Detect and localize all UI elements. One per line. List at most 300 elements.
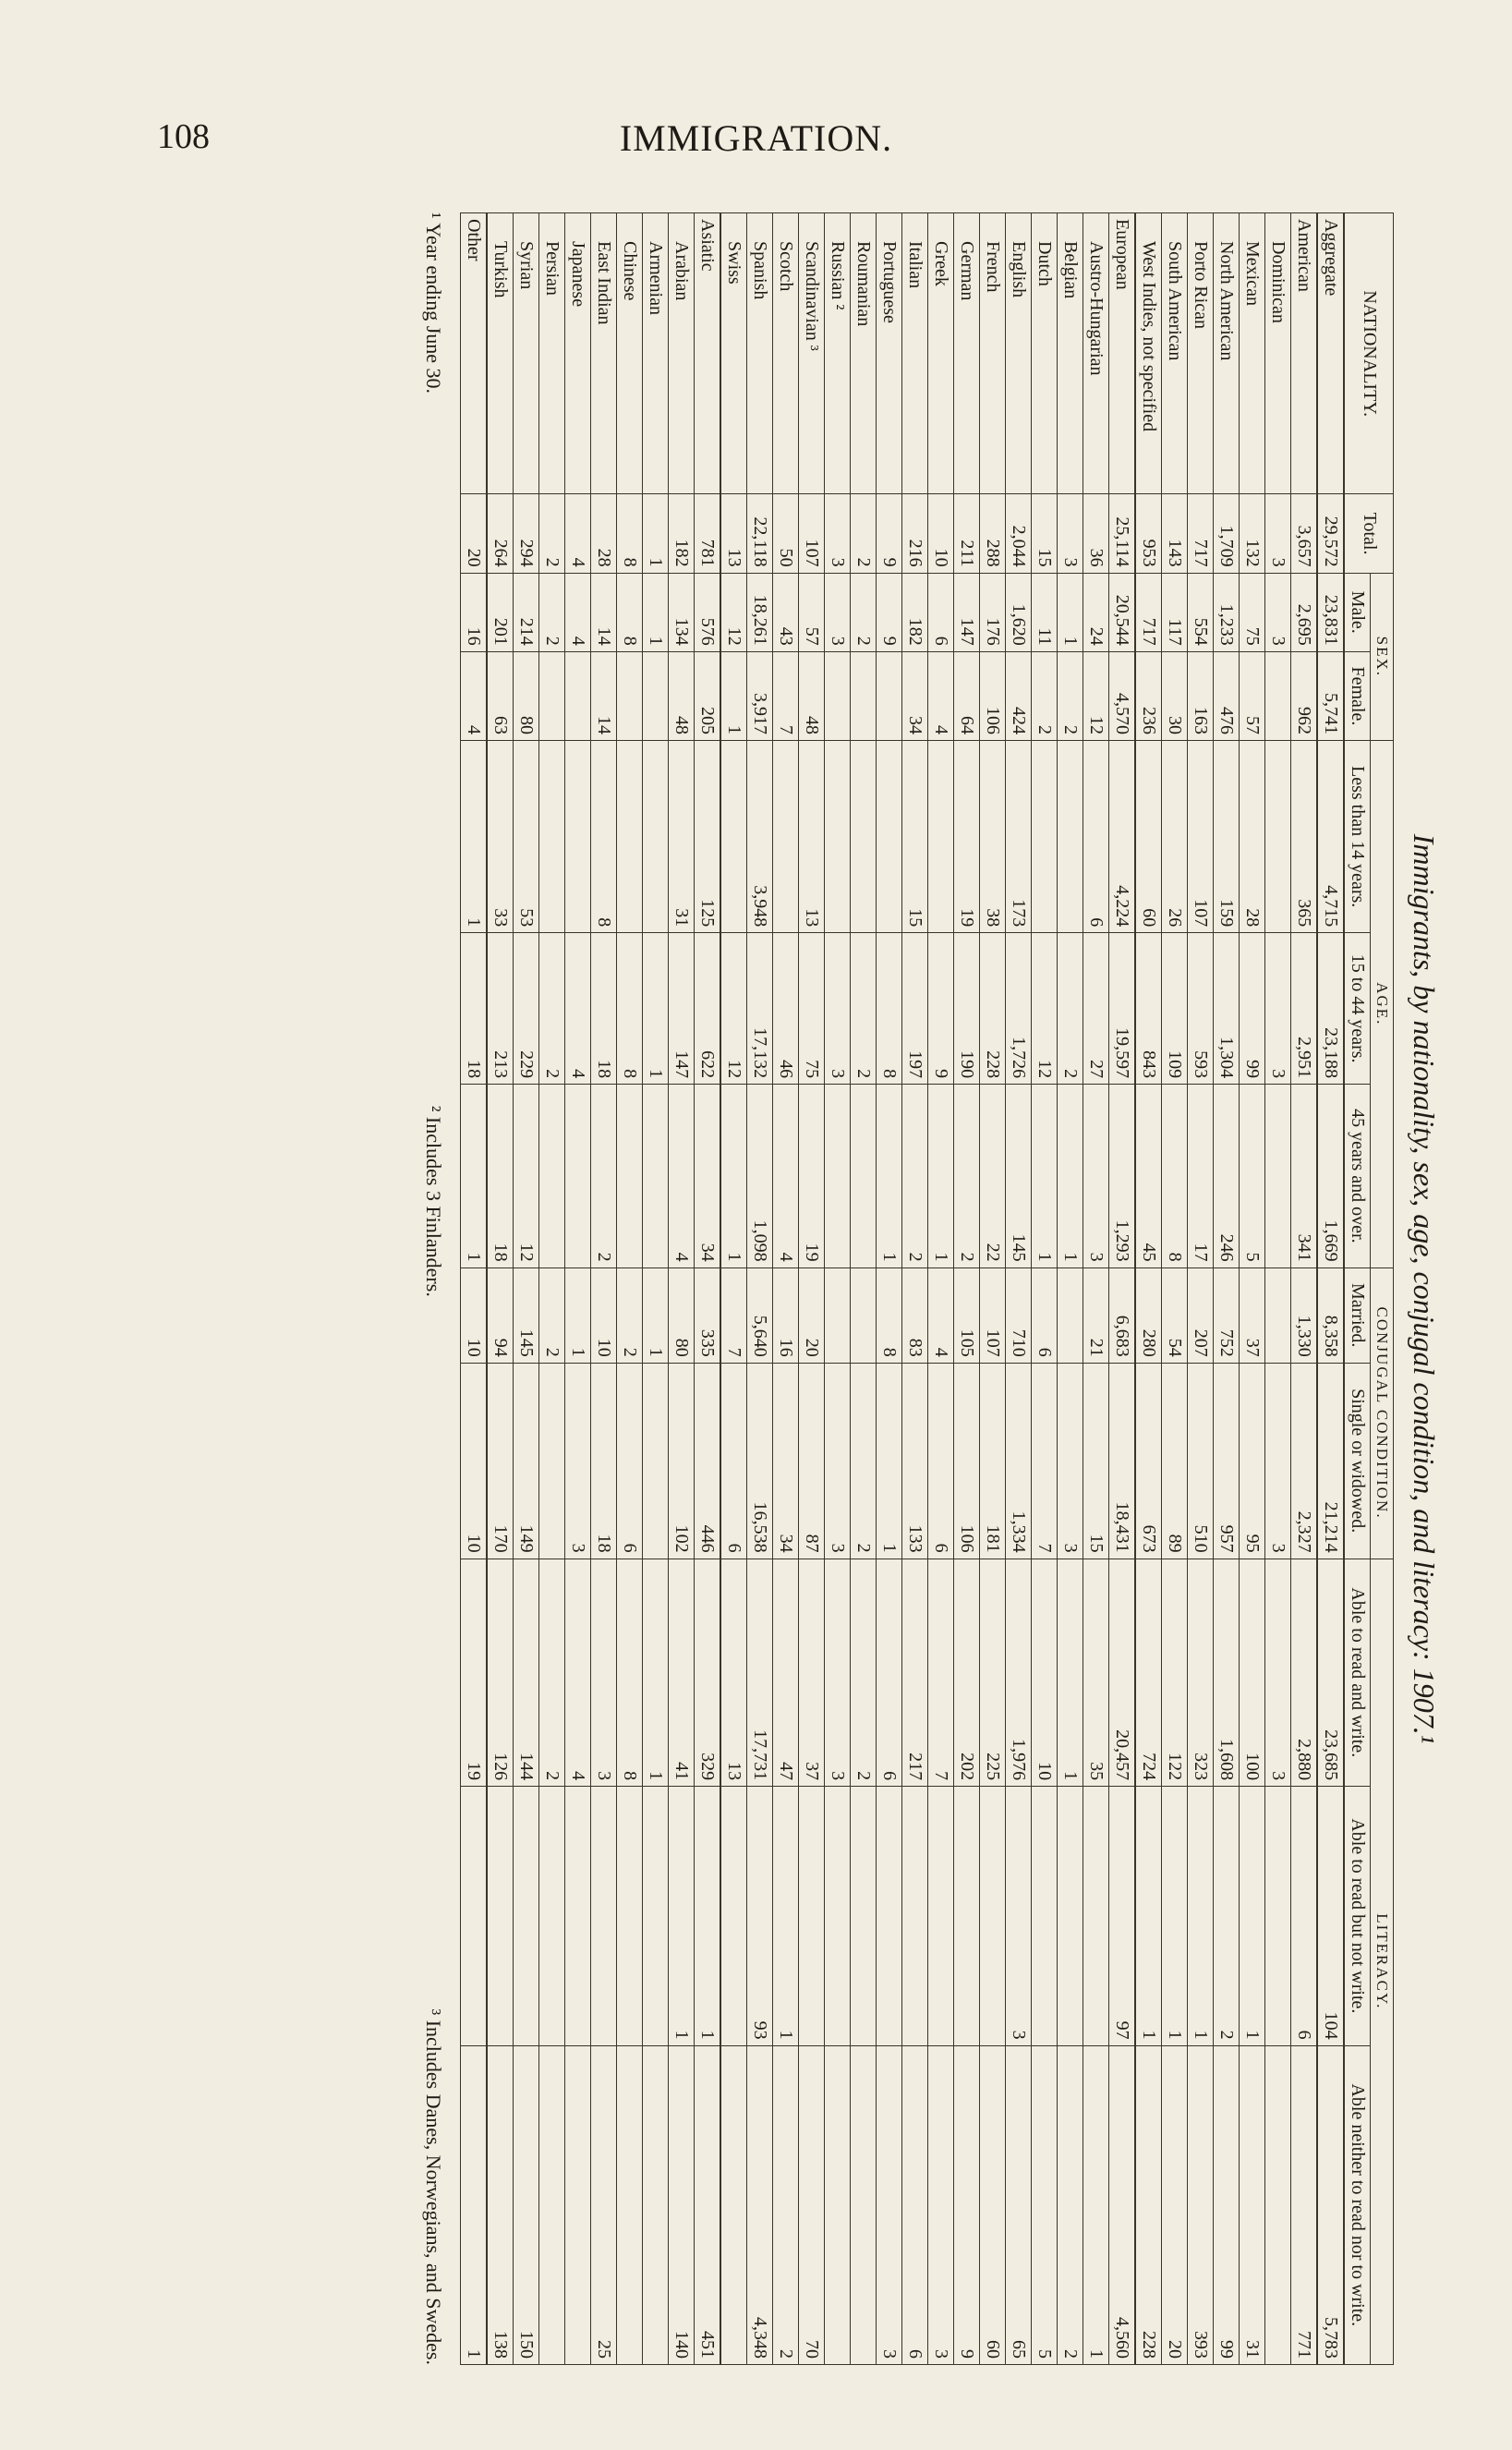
table-cell: 143 [1162, 494, 1188, 573]
table-cell: 1 [643, 933, 669, 1085]
table-cell: 335 [695, 1267, 721, 1363]
table-cell [565, 2045, 591, 2364]
table-row [1032, 213, 1058, 2365]
table-cell: 6 [720, 1363, 747, 1559]
table-cell [1058, 1267, 1083, 1363]
table-cell: 323 [1188, 1559, 1214, 1787]
table-cell: 23,685 [1317, 1559, 1344, 1787]
table-cell: 1 [720, 651, 747, 740]
table-cell: 2 [617, 1267, 643, 1363]
table-cell: 781 [695, 494, 721, 573]
table-row [539, 213, 565, 2365]
table-cell: 4,560 [1109, 2045, 1136, 2364]
table-cell: 107 [799, 494, 825, 573]
table-body [461, 213, 1345, 2365]
table-row [799, 213, 825, 2365]
table-cell: 140 [669, 2045, 695, 2364]
row-nationality: French [980, 213, 1006, 494]
table-cell: 9 [877, 494, 902, 573]
table-cell: 2 [851, 573, 877, 651]
table-row [980, 213, 1006, 2365]
row-nationality: Greek [928, 213, 954, 494]
row-nationality: Scotch [773, 213, 799, 494]
table-cell: 2 [1032, 651, 1058, 740]
row-nationality: Syrian [514, 213, 539, 494]
table-cell: 10 [1032, 1559, 1058, 1787]
table-cell: 5,640 [747, 1267, 773, 1363]
row-nationality: Japanese [565, 213, 591, 494]
table-cell: 717 [1135, 573, 1162, 651]
table-cell: 36 [1083, 494, 1109, 573]
table-cell: 34 [695, 1085, 721, 1268]
table-cell: 2,695 [1291, 573, 1318, 651]
table-cell: 1,330 [1291, 1267, 1318, 1363]
table-cell [539, 1787, 565, 2046]
table-cell: 1 [877, 1085, 902, 1268]
table-cell: 22,118 [747, 494, 773, 573]
table-cell: 4 [773, 1085, 799, 1268]
table-cell: 2 [1058, 2045, 1083, 2364]
table-cell: 1 [461, 741, 488, 933]
table-cell: 1 [1058, 573, 1083, 651]
table-cell: 109 [1162, 933, 1188, 1085]
table-cell: 1 [1240, 1787, 1265, 2046]
table-cell [928, 1787, 954, 2046]
table-row [825, 213, 851, 2365]
table-cell: 159 [1214, 741, 1240, 933]
table-cell: 1,608 [1214, 1559, 1240, 1787]
table-cell [617, 651, 643, 740]
table-row [565, 213, 591, 2365]
table-cell: 34 [902, 651, 928, 740]
table-cell: 12 [1032, 933, 1058, 1085]
row-nationality: Other [461, 213, 488, 494]
table-cell: 236 [1135, 651, 1162, 740]
row-nationality: Chinese [617, 213, 643, 494]
table-cell: 163 [1188, 651, 1214, 740]
table-cell: 1,304 [1214, 933, 1240, 1085]
table-cell: 6 [902, 2045, 928, 2364]
table-row [514, 213, 539, 2365]
table-cell: 3 [1265, 933, 1291, 1085]
table-cell: 341 [1291, 1085, 1318, 1268]
table-cell: 8 [1162, 1085, 1188, 1268]
table-row [695, 213, 721, 2365]
table-cell: 2 [539, 933, 565, 1085]
table-cell: 18,431 [1109, 1363, 1136, 1559]
table-cell: 1 [928, 1085, 954, 1268]
table-cell: 19 [954, 741, 980, 933]
table-cell: 181 [980, 1363, 1006, 1559]
table-cell: 1 [720, 1085, 747, 1268]
table-cell: 104 [1317, 1787, 1344, 2046]
table-cell: 3,657 [1291, 494, 1318, 573]
footnote-3: ³ Includes Danes, Norwegians, and Swedes. [422, 2008, 446, 2365]
table-cell [539, 1363, 565, 1559]
table-cell: 957 [1214, 1363, 1240, 1559]
table-cell: 126 [487, 1559, 514, 1787]
table-cell [565, 651, 591, 740]
table-cell: 106 [954, 1363, 980, 1559]
table-cell: 1,293 [1109, 1085, 1136, 1268]
table-cell: 147 [954, 573, 980, 651]
table-cell: 10 [461, 1267, 488, 1363]
table-cell: 102 [669, 1363, 695, 1559]
row-nationality: Porto Rican [1188, 213, 1214, 494]
table-row [461, 213, 488, 2365]
table-cell: 19,597 [1109, 933, 1136, 1085]
row-nationality: Belgian [1058, 213, 1083, 494]
table-cell: 213 [487, 933, 514, 1085]
table-cell: 1 [643, 573, 669, 651]
table-row [1058, 213, 1083, 2365]
table-cell: 94 [487, 1267, 514, 1363]
table-cell: 4,224 [1109, 741, 1136, 933]
table-cell [617, 2045, 643, 2364]
table-cell: 53 [514, 741, 539, 933]
table-cell: 17,731 [747, 1559, 773, 1787]
table-cell: 2 [851, 1559, 877, 1787]
table-cell: 724 [1135, 1559, 1162, 1787]
table-cell: 1 [1058, 1559, 1083, 1787]
table-cell: 1,098 [747, 1085, 773, 1268]
table-row [851, 213, 877, 2365]
running-head: IMMIGRATION. [619, 117, 893, 159]
table-cell: 1,709 [1214, 494, 1240, 573]
table-cell: 20 [461, 494, 488, 573]
table-cell: 1 [877, 1363, 902, 1559]
row-nationality: Austro-Hungarian [1083, 213, 1109, 494]
col-age-lt14: Less than 14 years. [1344, 741, 1371, 933]
table-cell: 5,783 [1317, 2045, 1344, 2364]
table-cell: 4 [461, 651, 488, 740]
table-cell: 13 [720, 1559, 747, 1787]
table-cell: 211 [954, 494, 980, 573]
table-cell [825, 741, 851, 933]
table-cell: 133 [902, 1363, 928, 1559]
table-cell: 176 [980, 573, 1006, 651]
table-cell: 2 [851, 933, 877, 1085]
table-cell: 21 [1083, 1267, 1109, 1363]
col-read-only: Able to read but not write. [1344, 1787, 1371, 2046]
table-row [1317, 213, 1344, 2365]
table-cell: 8 [591, 741, 617, 933]
table-cell: 9 [877, 573, 902, 651]
table-cell [1265, 2045, 1291, 2364]
table-cell: 6 [877, 1559, 902, 1787]
table-cell: 57 [799, 573, 825, 651]
table-cell: 3 [1006, 1787, 1032, 2046]
table-cell: 3 [1058, 1363, 1083, 1559]
table-cell: 7 [1032, 1363, 1058, 1559]
table-cell [825, 1085, 851, 1268]
table-cell: 228 [980, 933, 1006, 1085]
row-nationality: Dominican [1265, 213, 1291, 494]
table-cell: 228 [1135, 2045, 1162, 2364]
row-nationality: Scandinavian ³ [799, 213, 825, 494]
row-nationality: Spanish [747, 213, 773, 494]
row-nationality: Roumanian [851, 213, 877, 494]
row-nationality: European [1109, 213, 1136, 494]
col-male: Male. [1344, 573, 1371, 651]
table-cell: 89 [1162, 1363, 1188, 1559]
table-cell: 4 [669, 1085, 695, 1268]
table-cell [720, 741, 747, 933]
table-cell: 1 [1083, 2045, 1109, 2364]
table-cell: 65 [1006, 2045, 1032, 2364]
table-cell: 2 [539, 1267, 565, 1363]
table-cell: 18 [591, 1363, 617, 1559]
table-cell: 12 [514, 1085, 539, 1268]
table-cell: 3 [825, 1559, 851, 1787]
table-cell: 3 [928, 2045, 954, 2364]
table-cell [851, 1787, 877, 2046]
table-cell: 554 [1188, 573, 1214, 651]
table-cell [1265, 1787, 1291, 2046]
table-cell: 280 [1135, 1267, 1162, 1363]
table-cell: 9 [928, 933, 954, 1085]
table-cell: 752 [1214, 1267, 1240, 1363]
table-cell [1032, 741, 1058, 933]
table-cell [565, 741, 591, 933]
table-cell: 25,114 [1109, 494, 1136, 573]
table-cell: 1 [643, 1559, 669, 1787]
table-cell: 15 [902, 741, 928, 933]
table-cell: 2 [539, 494, 565, 573]
table-cell: 134 [669, 573, 695, 651]
table-cell: 4,715 [1317, 741, 1344, 933]
table-cell: 57 [1240, 651, 1265, 740]
table-cell: 60 [1135, 741, 1162, 933]
table-cell: 64 [954, 651, 980, 740]
table-cell: 12 [1083, 651, 1109, 740]
row-nationality: Swiss [720, 213, 747, 494]
table-cell [1058, 741, 1083, 933]
table-cell [877, 741, 902, 933]
table-cell: 15 [1032, 494, 1058, 573]
table-cell [851, 1267, 877, 1363]
table-cell: 673 [1135, 1363, 1162, 1559]
row-nationality: Asiatic [695, 213, 721, 494]
table-cell: 1,620 [1006, 573, 1032, 651]
table-cell: 22 [980, 1085, 1006, 1268]
col-neither: Able neither to read nor to write. [1344, 2045, 1371, 2364]
table-cell: 1 [565, 1267, 591, 1363]
table-cell [1032, 1787, 1058, 2046]
table-cell: 1 [1162, 1787, 1188, 2046]
table-cell: 20 [1162, 2045, 1188, 2364]
footnote-2: ² Includes 3 Finlanders. [422, 1105, 446, 1297]
table-cell: 23,831 [1317, 573, 1344, 651]
table-cell: 100 [1240, 1559, 1265, 1787]
table-cell: 6 [617, 1363, 643, 1559]
col-nationality: NATIONALITY. [1344, 213, 1393, 494]
table-cell: 144 [514, 1559, 539, 1787]
table-cell [643, 1085, 669, 1268]
table-cell: 201 [487, 573, 514, 651]
table-cell: 3,917 [747, 651, 773, 740]
table-cell: 10 [591, 1267, 617, 1363]
table-cell: 365 [1291, 741, 1318, 933]
table-cell: 50 [773, 494, 799, 573]
table-cell: 138 [487, 2045, 514, 2364]
row-nationality: German [954, 213, 980, 494]
table-cell: 576 [695, 573, 721, 651]
table-cell: 593 [1188, 933, 1214, 1085]
table-cell [799, 1787, 825, 2046]
table-cell: 264 [487, 494, 514, 573]
table-cell: 229 [514, 933, 539, 1085]
table-cell: 43 [773, 573, 799, 651]
table-cell: 214 [514, 573, 539, 651]
table-cell: 1,233 [1214, 573, 1240, 651]
table-cell: 393 [1188, 2045, 1214, 2364]
table-cell: 424 [1006, 651, 1032, 740]
table-cell [643, 1787, 669, 2046]
table-row [773, 213, 799, 2365]
table-cell: 216 [902, 494, 928, 573]
table-cell: 4,348 [747, 2045, 773, 2364]
row-nationality: Dutch [1032, 213, 1058, 494]
table-cell: 47 [773, 1559, 799, 1787]
table-cell: 37 [1240, 1267, 1265, 1363]
table-cell: 38 [980, 741, 1006, 933]
table-cell: 2 [773, 2045, 799, 2364]
table-cell: 80 [669, 1267, 695, 1363]
table-cell: 18 [461, 933, 488, 1085]
table-row [1109, 213, 1136, 2365]
table-cell: 45 [1135, 1085, 1162, 1268]
table-cell: 25 [591, 2045, 617, 2364]
table-cell [565, 1787, 591, 2046]
table-row [877, 213, 902, 2365]
table-cell: 8 [617, 573, 643, 651]
row-nationality: North American [1214, 213, 1240, 494]
table-cell: 46 [773, 933, 799, 1085]
col-female: Female. [1344, 651, 1371, 740]
table-cell: 1 [1135, 1787, 1162, 2046]
table-cell [851, 741, 877, 933]
table-cell: 37 [799, 1559, 825, 1787]
group-literacy: LITERACY. [1371, 1559, 1394, 2364]
table-cell [617, 1787, 643, 2046]
table-cell: 3 [825, 933, 851, 1085]
table-cell [643, 2045, 669, 2364]
table-cell: 8,358 [1317, 1267, 1344, 1363]
table-cell [539, 2045, 565, 2364]
table-cell: 1,726 [1006, 933, 1032, 1085]
table-row [1135, 213, 1162, 2365]
table-row [591, 213, 617, 2365]
table-cell: 34 [773, 1363, 799, 1559]
row-nationality: English [1006, 213, 1032, 494]
table-row [747, 213, 773, 2365]
table-cell: 6 [928, 573, 954, 651]
table-cell: 843 [1135, 933, 1162, 1085]
table-cell: 3 [1083, 1085, 1109, 1268]
table-cell [851, 1085, 877, 1268]
table-cell: 20 [799, 1267, 825, 1363]
table-cell: 3 [1265, 494, 1291, 573]
table-cell [720, 2045, 747, 2364]
row-nationality: Aggregate [1317, 213, 1344, 494]
table-cell: 1 [773, 1787, 799, 2046]
table-cell: 2 [591, 1085, 617, 1268]
table-row [720, 213, 747, 2365]
table-cell: 3 [565, 1363, 591, 1559]
group-age: AGE. [1371, 741, 1394, 1268]
table-cell: 207 [1188, 1267, 1214, 1363]
row-nationality: South American [1162, 213, 1188, 494]
table-cell: 19 [461, 1559, 488, 1787]
table-cell: 2 [1214, 1787, 1240, 2046]
table-cell: 1,669 [1317, 1085, 1344, 1268]
table-cell [539, 741, 565, 933]
table-cell: 5 [1032, 2045, 1058, 2364]
table-cell: 217 [902, 1559, 928, 1787]
table-cell: 4 [565, 573, 591, 651]
table-cell: 205 [695, 651, 721, 740]
table-cell: 10 [461, 1363, 488, 1559]
table-cell: 150 [514, 2045, 539, 2364]
table-cell: 6 [1083, 741, 1109, 933]
table-cell: 99 [1214, 2045, 1240, 2364]
row-nationality: Portuguese [877, 213, 902, 494]
table-cell [851, 2045, 877, 2364]
table-cell: 2,880 [1291, 1559, 1318, 1787]
table-cell: 20,457 [1109, 1559, 1136, 1787]
table-cell: 4 [928, 1267, 954, 1363]
table-cell: 18 [487, 1085, 514, 1268]
table-cell: 717 [1188, 494, 1214, 573]
table-row [1006, 213, 1032, 2365]
table-cell: 2 [851, 494, 877, 573]
footnotes [421, 212, 445, 2365]
table-cell: 1 [1188, 1787, 1214, 2046]
table-cell: 147 [669, 933, 695, 1085]
table-cell [851, 651, 877, 740]
table-title: Immigrants, by nationality, sex, age, conjugal condition, and literacy: 1907.¹ [1408, 833, 1441, 1744]
table-cell: 3 [1265, 1363, 1291, 1559]
table-cell: 31 [1240, 2045, 1265, 2364]
table-cell: 28 [1240, 741, 1265, 933]
table-cell: 48 [669, 651, 695, 740]
table-cell: 95 [1240, 1363, 1265, 1559]
table-cell: 4,570 [1109, 651, 1136, 740]
table-cell: 6 [1291, 1787, 1318, 2046]
table-cell: 476 [1214, 651, 1240, 740]
table-row [617, 213, 643, 2365]
page-number: 108 [157, 117, 210, 156]
table-cell: 1 [1058, 1085, 1083, 1268]
table-cell: 20,544 [1109, 573, 1136, 651]
table-row [954, 213, 980, 2365]
table-cell: 8 [877, 1267, 902, 1363]
table-cell: 17,132 [747, 933, 773, 1085]
table-cell: 1 [1032, 1085, 1058, 1268]
col-single: Single or widowed. [1344, 1363, 1371, 1559]
table-cell: 6 [928, 1363, 954, 1559]
table-cell: 35 [1083, 1559, 1109, 1787]
table-cell: 8 [877, 933, 902, 1085]
table-cell: 16 [773, 1267, 799, 1363]
row-nationality: Turkish [487, 213, 514, 494]
table-cell: 99 [1240, 933, 1265, 1085]
table-cell [1265, 1085, 1291, 1268]
table-cell: 18 [591, 933, 617, 1085]
row-nationality: Arabian [669, 213, 695, 494]
table-cell: 962 [1291, 651, 1318, 740]
